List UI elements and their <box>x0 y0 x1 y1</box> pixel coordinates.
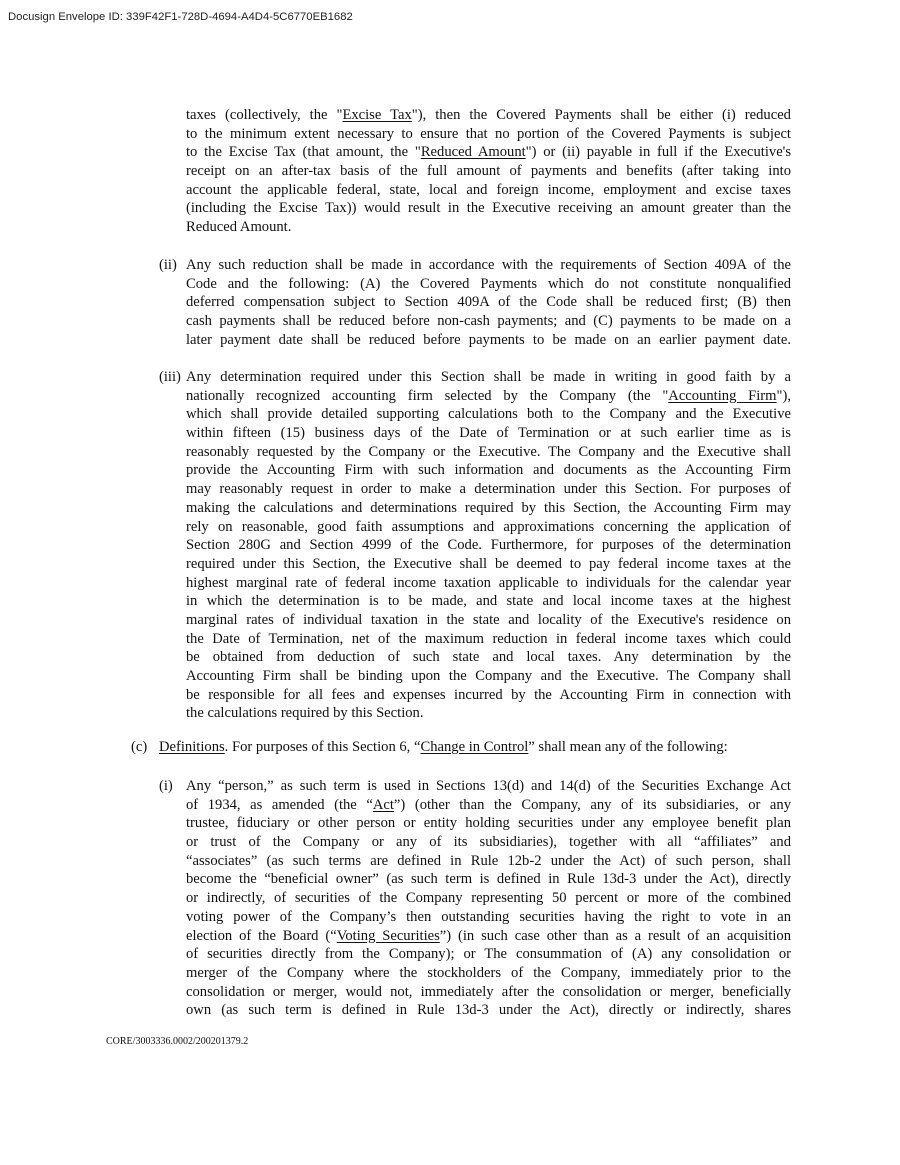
paragraph-text <box>186 256 791 349</box>
text-segment: to the Excise Tax (that amount, the " <box>186 144 421 161</box>
text-line <box>186 574 791 593</box>
text-line <box>186 106 791 125</box>
text-line <box>186 368 791 387</box>
text-line <box>186 686 791 705</box>
text-segment: taxes (collectively, the " <box>186 107 343 123</box>
text-segment: (including the Excise Tax)) would result in the Executive receiving an amount greater than the <box>186 200 791 217</box>
text-segment: become the “beneficial owner” (as such term is defined in Rule 13d-3 under the Act), directly <box>186 871 791 888</box>
text-line <box>186 424 791 443</box>
defined-term: Excise Tax <box>342 107 412 123</box>
defined-term: Definitions <box>159 739 225 755</box>
text-segment: consolidation or merger, would not, immediately after the consolidation or merger, beneficially <box>186 983 791 1000</box>
text-line <box>186 162 791 181</box>
text-line <box>186 387 791 406</box>
text-segment: may reasonably request in order to make a determination under this Section. For purposes of <box>186 481 791 498</box>
text-segment: later payment date shall be reduced before payments to be made on an earlier payment date. <box>186 331 791 348</box>
paragraph-text <box>159 738 799 757</box>
defined-term: Reduced Amount <box>420 144 526 161</box>
text-segment: reasonably requested by the Company or the Executive. The Company and the Executive shall <box>186 443 791 460</box>
text-line <box>186 833 791 852</box>
text-line <box>186 181 791 200</box>
text-segment: making the calculations and determinations required by this Section, the Accounting Firm may <box>186 499 791 516</box>
text-segment: Reduced Amount. <box>186 219 292 236</box>
text-line <box>186 125 791 144</box>
text-segment: ”) (in such case other than as a result of an acquisition <box>439 927 792 944</box>
text-segment: or trust of the Company or any of its subsidiaries), together with all “affiliates” and <box>186 834 791 851</box>
paragraph-text <box>186 777 791 1020</box>
text-segment: deferred compensation subject to Section 409A of the Code shall be reduced first; (B) then <box>186 294 791 311</box>
text-line <box>186 312 791 331</box>
paragraph-text <box>186 368 791 723</box>
document-footer-id: CORE/3003336.0002/200201379.2 <box>106 1036 249 1047</box>
text-line <box>186 852 791 871</box>
text-segment: of securities directly from the Company); or The consummation of (A) any consolidation or <box>186 946 791 963</box>
text-segment: Code and the following: (A) the Covered Payments which do not constitute nonqualified <box>186 275 791 292</box>
text-line <box>186 199 791 218</box>
text-line <box>186 499 791 518</box>
text-line <box>186 964 791 983</box>
clause-label: (ii) <box>159 257 177 273</box>
text-segment: provide the Accounting Firm with such information and documents as the Accounting Firm <box>186 462 791 479</box>
text-segment: . For purposes of this Section 6, “ <box>224 739 421 755</box>
text-segment: required under this Section, the Executive shall be deemed to pay federal income taxes at the <box>186 555 791 572</box>
text-segment: voting power of the Company’s then outstanding securities having the right to vote in an <box>186 908 791 925</box>
text-line <box>186 630 791 649</box>
text-segment: of 1934, as amended (the “ <box>186 796 373 813</box>
defined-term: Accounting Firm <box>668 387 777 404</box>
text-line <box>186 927 791 946</box>
clause-label: (iii) <box>159 369 181 385</box>
text-line <box>186 648 791 667</box>
text-segment: be obtained from deduction of such state and local taxes. Any determination by the <box>186 649 791 666</box>
text-segment: "), <box>776 387 791 404</box>
text-line <box>186 331 791 350</box>
text-line <box>186 143 791 162</box>
text-line <box>186 480 791 499</box>
text-segment: the calculations required by this Section. <box>186 705 424 722</box>
text-segment: or indirectly, of securities of the Company representing 50 percent or more of the combined <box>186 890 791 907</box>
text-segment: in which the determination is to be made, and state and local income taxes at the highest <box>186 593 791 610</box>
text-line <box>159 738 799 757</box>
text-line <box>186 518 791 537</box>
text-line <box>186 218 791 237</box>
text-segment: nationally recognized accounting firm selected by the Company (the " <box>186 387 669 404</box>
text-segment: highest marginal rate of federal income taxation applicable to individuals for the calendar year <box>186 574 791 591</box>
text-segment: ”) (other than the Company, any of its subsidiaries, or any <box>393 796 792 813</box>
text-segment: Any such reduction shall be made in accordance with the requirements of Section 409A of the <box>186 257 791 273</box>
defined-term: Change in Control <box>420 739 529 755</box>
text-line <box>186 443 791 462</box>
text-segment: ") or (ii) payable in full if the Executive's <box>525 144 791 161</box>
text-segment: Section 280G and Section 4999 of the Code. Furthermore, for purposes of the determination <box>186 537 791 554</box>
text-segment: ” shall mean any of the following: <box>528 739 728 755</box>
text-segment: election of the Board (“ <box>186 927 337 944</box>
text-line <box>186 611 791 630</box>
text-line <box>186 796 791 815</box>
text-segment: “associates” (as such terms are defined in Rule 12b-2 under the Act) of such person, shall <box>186 852 791 869</box>
defined-term: Act <box>372 796 394 813</box>
text-line <box>186 256 791 275</box>
text-line <box>186 536 791 555</box>
text-line <box>186 983 791 1002</box>
text-line <box>186 777 791 796</box>
text-segment: trustee, fiduciary or other person or entity holding securities under any employee benefit plan <box>186 815 791 832</box>
text-segment: cash payments shall be reduced before non-cash payments; and (C) payments to be made on a <box>186 313 791 330</box>
text-segment: marginal rates of individual taxation in the state and locality of the Executive's residence on <box>186 611 791 628</box>
text-line <box>186 704 791 723</box>
text-line <box>186 908 791 927</box>
text-line <box>186 1001 791 1020</box>
text-line <box>186 889 791 908</box>
text-segment: "), then the Covered Payments shall be either (i) reduced <box>411 107 791 123</box>
text-segment: Any determination required under this Section shall be made in writing in good faith by a <box>186 369 791 385</box>
text-segment: merger of the Company where the stockholders of the Company, immediately prior to the <box>186 964 791 981</box>
text-segment: Accounting Firm shall be binding upon the Company and the Executive. The Company shall <box>186 668 791 684</box>
text-segment: own (as such term is defined in Rule 13d-3 under the Act), directly or indirectly, shares <box>186 1002 791 1019</box>
text-segment: within fifteen (15) business days of the Date of Termination or at such earlier time as is <box>186 425 791 442</box>
text-line <box>186 405 791 424</box>
text-line <box>186 555 791 574</box>
text-line <box>186 461 791 480</box>
clause-label: (c) <box>131 739 148 755</box>
clause-label: (i) <box>159 778 173 794</box>
defined-term: Voting Securities <box>336 927 440 944</box>
text-segment: be responsible for all fees and expenses incurred by the Accounting Firm in connection with <box>186 686 791 703</box>
text-segment: Any “person,” as such term is used in Sections 13(d) and 14(d) of the Securities Exchange Act <box>186 778 791 794</box>
text-line <box>186 870 791 889</box>
text-segment: account the applicable federal, state, local and foreign income, employment and excise taxes <box>186 181 791 198</box>
text-line <box>186 592 791 611</box>
text-segment: rely on reasonable, good faith assumptions and approximations concerning the application of <box>186 518 791 535</box>
text-segment: the Date of Termination, net of the maximum reduction in federal income taxes which could <box>186 630 791 647</box>
text-line <box>186 275 791 294</box>
text-segment: receipt on an after-tax basis of the full amount of payments and benefits (after taking into <box>186 163 791 180</box>
paragraph-text <box>186 106 791 237</box>
text-line <box>186 945 791 964</box>
text-segment: which shall provide detailed supporting calculations both to the Company and the Executive <box>186 406 791 423</box>
text-line <box>186 667 791 686</box>
text-line <box>186 814 791 833</box>
text-segment: to the minimum extent necessary to ensure that no portion of the Covered Payments is subject <box>186 125 791 142</box>
envelope-id-header: Docusign Envelope ID: 339F42F1-728D-4694-A4D4-5C6770EB1682 <box>8 11 353 23</box>
text-line <box>186 293 791 312</box>
